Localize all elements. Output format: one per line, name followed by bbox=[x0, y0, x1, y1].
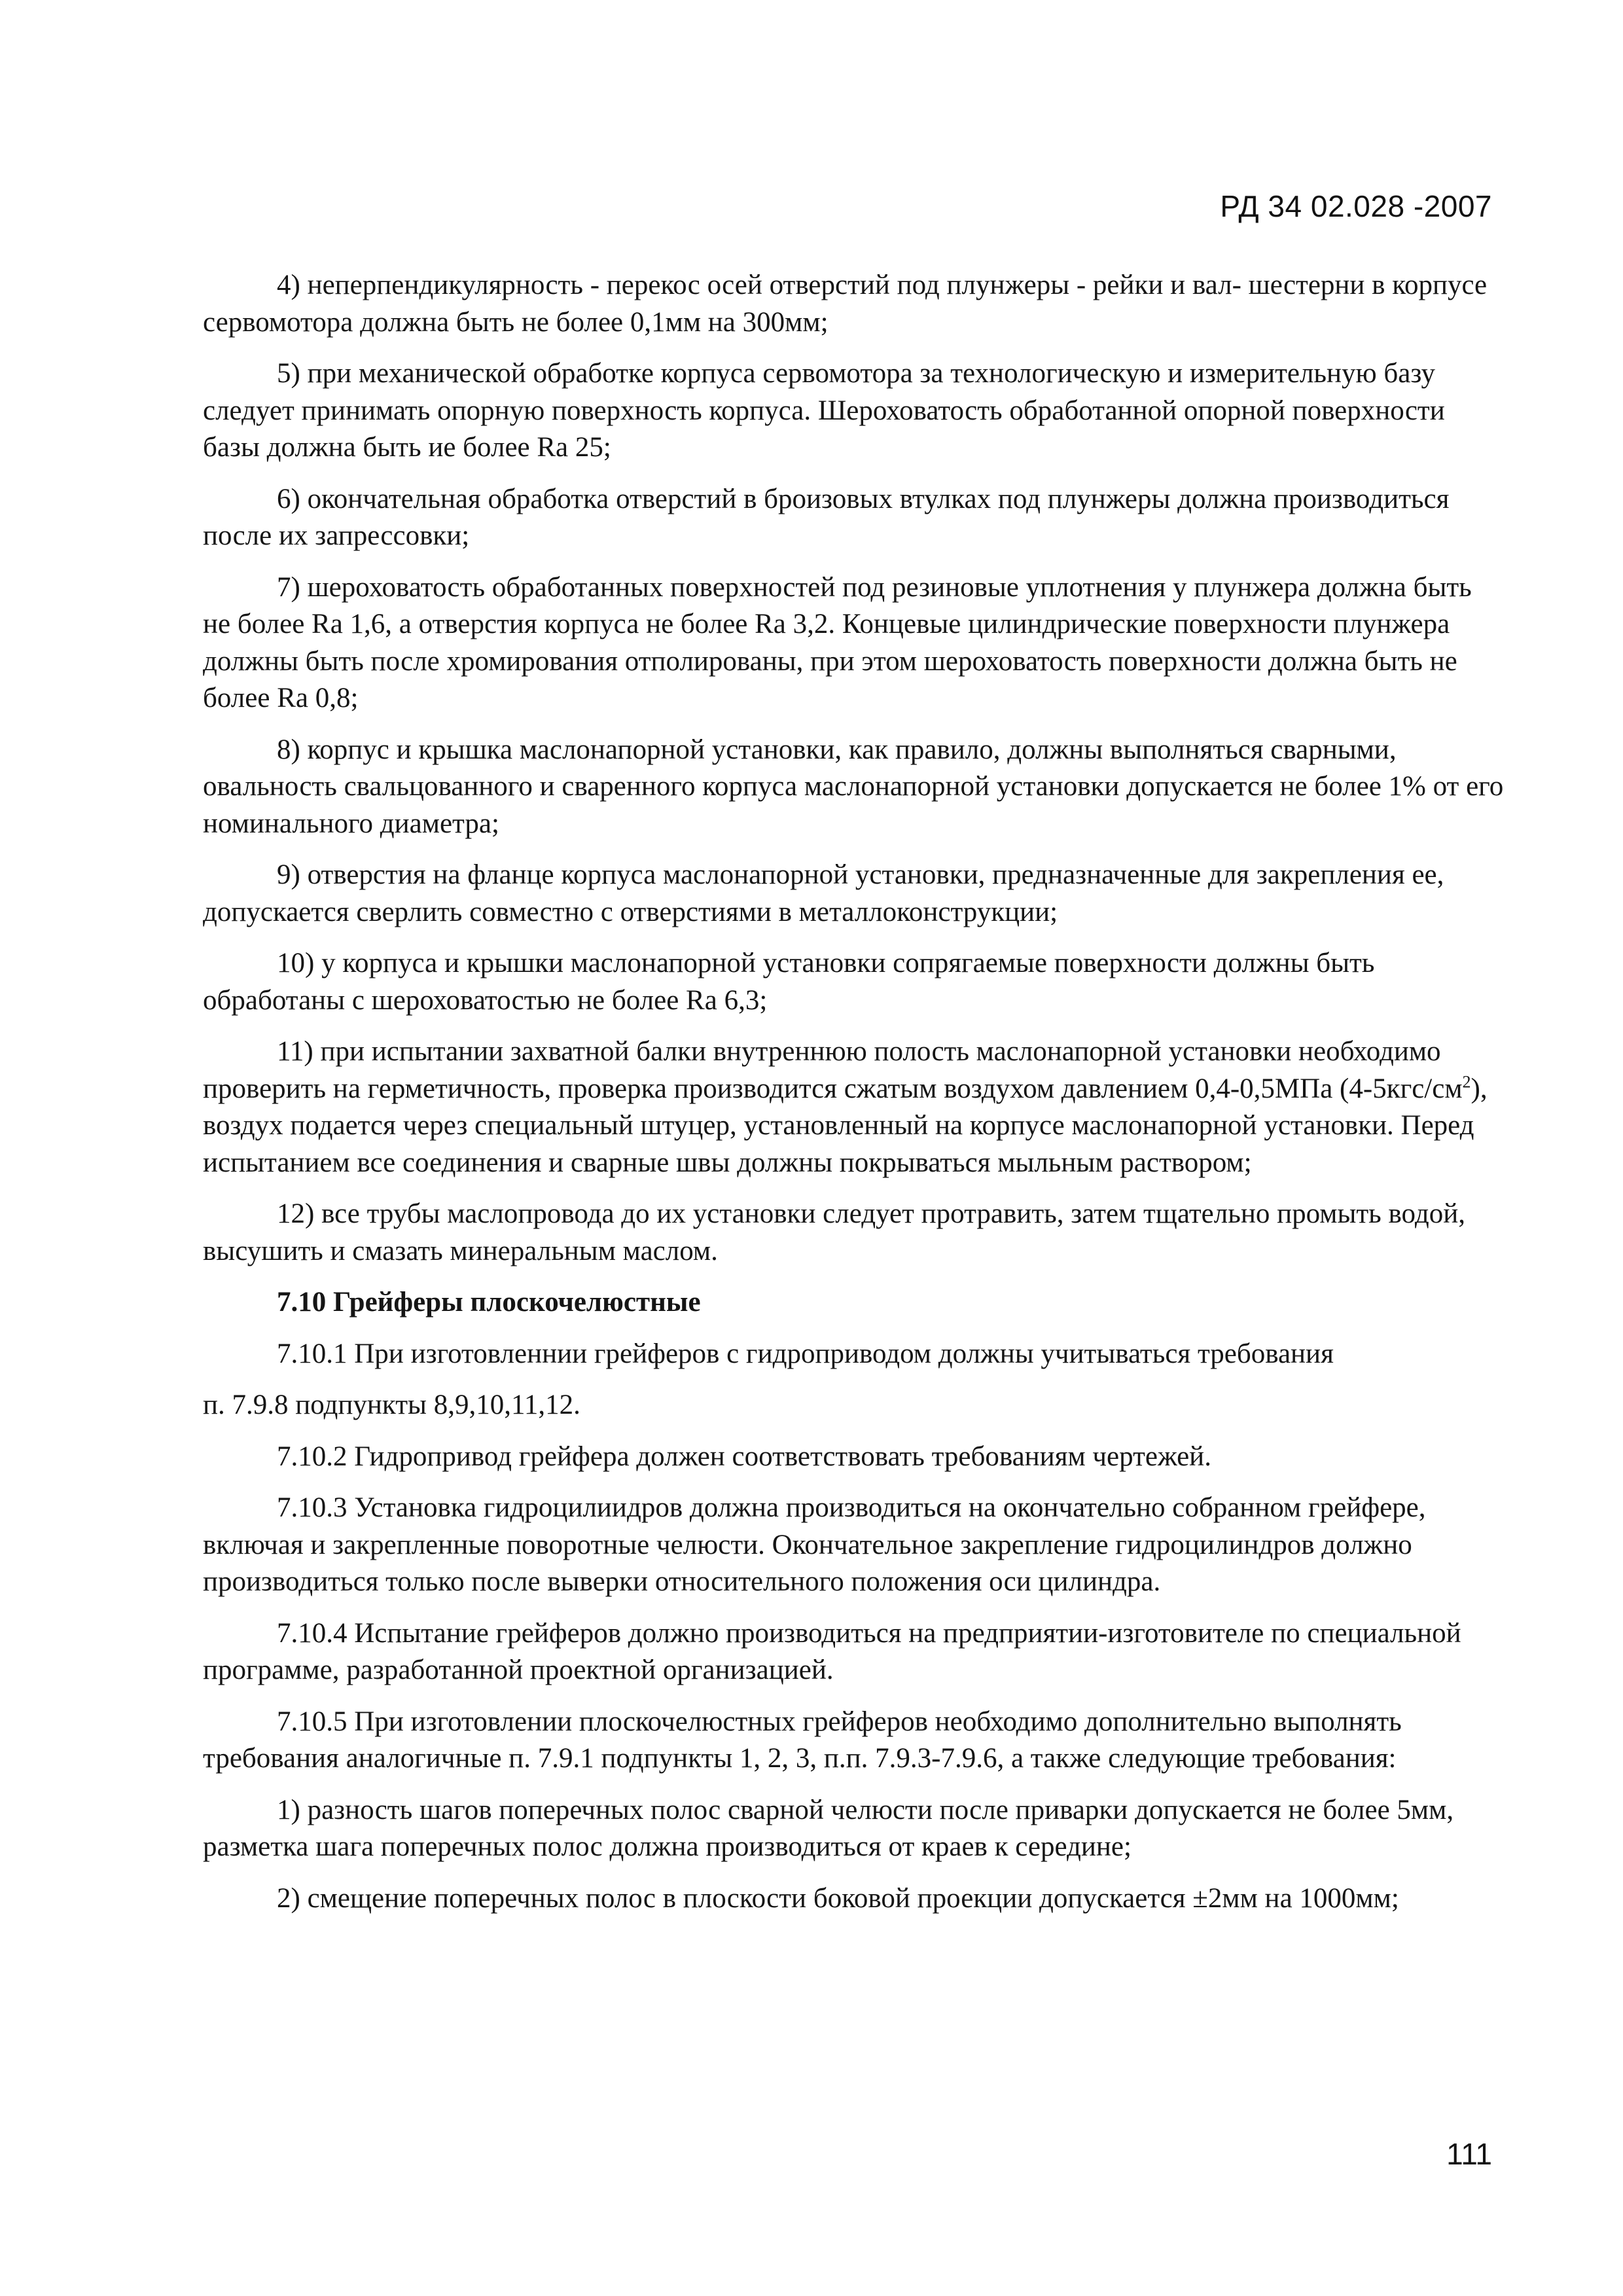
subitem-2: 2) смещение поперечных полос в плоскости боковой проекции допускается ±2мм на 1000мм; bbox=[277, 1882, 1399, 1914]
paragraph-item-4: 4) неперпендикулярность - перекос осей отверстий под плунжеры - рейки и вал- шестерни в корпусе сервомотора должна быть не более 0,1мм на 300мм; bbox=[203, 270, 1488, 338]
paragraph-item-6: 6) окончательная обработка отверстий в броизовых втулках под плунжеры должна производиться после их запрессовки; bbox=[203, 483, 1450, 551]
paragraph-item-5: 5) при механической обработке корпуса сервомотора за технологическую и измерительную базу следует принимать опорную поверхность корпуса. Шероховатость обработанной опорной поверхности базы должна быть ие более Ra 25; bbox=[203, 358, 1445, 463]
paragraph-item-12: 12) все трубы маслопровода до их установки следует протравить, затем тщательно промыть водой, высушить и смазать минеральным маслом. bbox=[203, 1198, 1465, 1266]
paragraph-7-10-1-reference: п. 7.9.8 подпункты 8,9,10,11,12. bbox=[203, 1390, 580, 1420]
paragraph-item-10: 10) у корпуса и крышки маслонапорной установки сопрягаемые поверхности должны быть обработаны с шероховатостью не более Ra 6,3; bbox=[203, 948, 1375, 1016]
paragraph-7-10-5: 7.10.5 При изготовлении плоскочелюстных грейферов необходимо дополнительно выполнять требования аналогичные п. 7.9.1 подпункты 1, 2, 3, п.п. 7.9.3-7.9.6, а также следующие требования: bbox=[203, 1706, 1402, 1774]
subitem-1: 1) разность шагов поперечных полос сварной челюсти после приварки допускается не более 5мм, разметка шага поперечных полос должна производиться от краев к середине; bbox=[203, 1794, 1454, 1862]
document-code: РД 34 02.028 -2007 bbox=[1220, 189, 1492, 223]
paragraph-item-8: 8) корпус и крышка маслонапорной установки, как правило, должны выполняться сварными, овальность свальцованного и сваренного корпуса маслонапорной установки допускается не более 1% от его номинального диаметра; bbox=[203, 734, 1504, 839]
item-11-superscript: 2 bbox=[1462, 1072, 1471, 1092]
paragraph-7-10-1: 7.10.1 При изготовленнии грейферов с гидроприводом должны учитываться требования bbox=[277, 1338, 1334, 1369]
page-number: 111 bbox=[1446, 2137, 1492, 2171]
paragraph-item-11 bbox=[203, 1033, 1505, 1181]
item-11-text-start: 11) при испытании захватной балки внутреннюю полость маслонапорной установки необходимо проверить на герметичность, проверка производится сжатым воздухом давлением 0,4-0,5МПа (4-5кгс/см bbox=[203, 1036, 1463, 1104]
paragraph-item-9: 9) отверстия на фланце корпуса маслонапорной установки, предназначенные для закрепления ее, допускается сверлить совместно с отверстиями в металлоконструкции; bbox=[203, 859, 1444, 927]
paragraph-item-7: 7) шероховатость обработанных поверхностей под резиновые уплотнения у плунжера должна быть не более Ra 1,6, а отверстия корпуса не более Ra 3,2. Концевые цилиндрические поверхности плунжера должны быть после хромирования отполированы, при этом шероховатость поверхности должна быть не более Ra 0,8; bbox=[203, 571, 1472, 713]
paragraph-7-10-2: 7.10.2 Гидропривод грейфера должен соответствовать требованиям чертежей. bbox=[277, 1441, 1211, 1472]
section-heading-7-10: 7.10 Грейферы плоскочелюстные bbox=[277, 1287, 701, 1318]
paragraph-7-10-3: 7.10.3 Установка гидроцилиидров должна производиться на окончательно собранном грейфере, включая и закрепленные поворотные челюсти. Окончательное закрепление гидроцилиндров должно производиться только после выверки относительного положения оси цилиндра. bbox=[203, 1492, 1426, 1597]
item-11-text-end: ), воздух подается через специальный штуцер, установленный на корпусе маслонапорной установки. Перед испытанием все соединения и сварные швы должны покрываться мыльным раствором; bbox=[203, 1073, 1488, 1178]
document-body bbox=[203, 267, 1505, 1931]
paragraph-7-10-4: 7.10.4 Испытание грейферов должно производиться на предприятии-изготовителе по специальной программе, разработанной проектной организацией. bbox=[203, 1617, 1461, 1685]
